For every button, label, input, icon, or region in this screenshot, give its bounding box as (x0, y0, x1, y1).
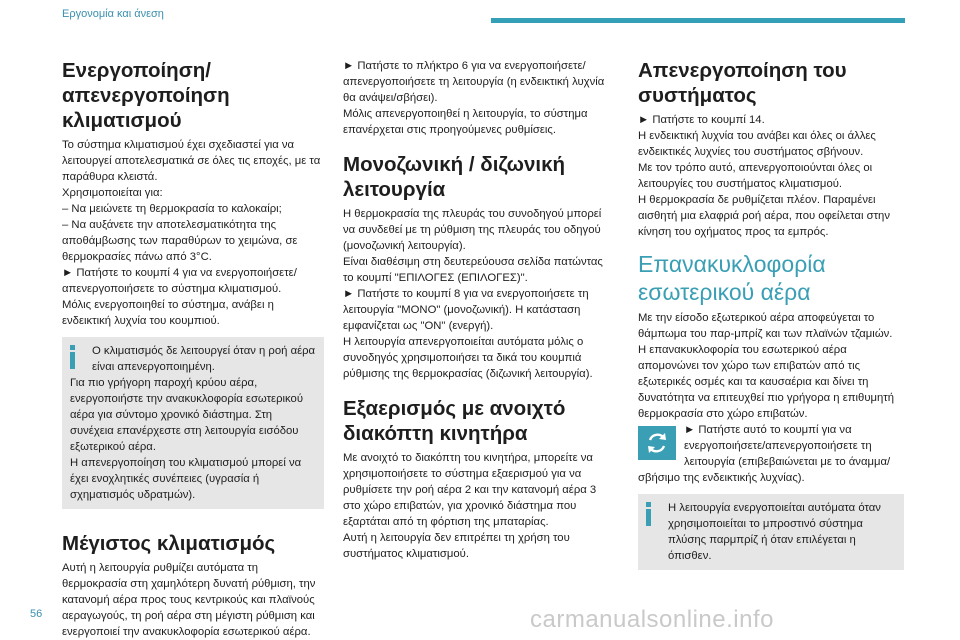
column-2 (343, 58, 605, 562)
mono-p3: ► Πατήστε το κουμπί 8 για να ενεργοποιήσετε τη λειτουργία "MONO" (μονοζωνική). Η κατάσταση εμφανίζεται ως "ON" (ενεργή). (343, 288, 589, 332)
off-p4: Η θερμοκρασία δε ρυθμίζεται πλέον. Παραμένει αισθητή μια ελαφριά ροή αέρα, που οφείλεται στην κίνηση του οχήματος προς τα εμπρός. (638, 194, 890, 238)
mono-p2: Είναι διαθέσιμη στη δευτερεύουσα σελίδα πατώντας το κουμπί "ΕΠΙΛΟΓΕΣ (ΕΠΙΛΟΓΕΣ)". (343, 256, 603, 284)
heading-system-off: Απενεργοποίηση του συστήματος (638, 59, 847, 107)
column-3 (638, 58, 904, 578)
watermark: carmanualsonline.info (530, 606, 774, 633)
heading-ventilation: Εξαερισμός με ανοιχτό διακόπτη κινητήρα (343, 397, 566, 445)
info-icon (646, 502, 651, 526)
mono-p4: Η λειτουργία απενεργοποιείται αυτόματα μόλις ο συνοδηγός χρησιμοποιήσει τα δικά του κουμπιά ρύθμισης της θερμοκρασίας (διζωνική λειτουργία). (343, 336, 593, 380)
recirc-step: ► Πατήστε αυτό το κουμπί για να ενεργοποιήσετε/απενεργοποιήσετε τη λειτουργία (επιβεβαιώνεται με το άναμμα/σβήσιμο της ενδεικτικής λυχνίας). (638, 424, 891, 484)
ac-uses-label: Χρησιμοποιείται για: (62, 187, 163, 199)
note-paragraph-2: Η απενεργοποίηση του κλιματισμού μπορεί να έχει ενοχλητικές συνέπειες (υγρασία ή σχηματισμός υδρατμών). (70, 457, 302, 501)
info-icon (70, 345, 75, 369)
recirc-p1: Με την είσοδο εξωτερικού αέρα αποφεύγεται το θάμπωμα του παρ-μπρίζ και των πλαϊνών τζαμιών. (638, 312, 893, 340)
off-p1: ► Πατήστε το κουμπί 14. (638, 114, 765, 126)
heading-max-ac: Μέγιστος κλιματισμός (62, 532, 276, 555)
header-accent-bar (491, 18, 905, 23)
info-note-recirc (638, 494, 904, 570)
heading-mono-dual: Μονοζωνική / διζωνική λειτουργία (343, 153, 566, 201)
column-1 (62, 58, 324, 640)
ac-intro: Το σύστημα κλιματισμού έχει σχεδιαστεί για να λειτουργεί αποτελεσματικά σε όλες τις εποχές, με τα παράθυρα κλειστά. (62, 139, 321, 183)
vent-p2: Αυτή η λειτουργία δεν επιτρέπει τη χρήση του συστήματος κλιματισμού. (343, 532, 570, 560)
ac-use-1: – Να μειώνετε τη θερμοκρασία το καλοκαίρι; (62, 203, 282, 215)
ac-step: ► Πατήστε το κουμπί 4 για να ενεργοποιήσετε/απενεργοποιήσετε το σύστημα κλιματισμού. (62, 267, 297, 295)
page-number: 56 (30, 608, 43, 620)
recirc-p2: Η επανακυκλοφορία του εσωτερικού αέρα απομονώνει τον χώρο των επιβατών από τις εξωτερικές οσμές και τα καυσαέρια και δίνει τη δυνατότητα να επιτευχθεί πιο γρήγορα η επιθυμητή θερμοκρασία στο χώρο επιβατών. (638, 344, 895, 420)
mono-p1: Η θερμοκρασία της πλευράς του συνοδηγού μπορεί να συνδεθεί με τη ρύθμιση της πλευράς του οδηγού (μονοζωνική λειτουργία). (343, 208, 602, 252)
heading-recirculation: Επανακυκλοφορία εσωτερικού αέρα (638, 251, 826, 305)
max-ac-text: Αυτή η λειτουργία ρυθμίζει αυτόματα τη θερμοκρασία στη χαμηλότερη δυνατή ρύθμιση, την κατανομή αέρα προς τους κεντρικούς και πλαϊνούς αεραγωγούς, τη ροή αέρα στη μέγιστη ρύθμιση και ενεργοποιεί την ανακυκλοφορία εσωτερικού αέρα. (62, 562, 316, 638)
recirc-note: Η λειτουργία ενεργοποιείται αυτόματα όταν χρησιμοποιείται το μπροστινό σύστημα πλύσης παρμπρίζ ή όταν επιλέγεται η όπισθεν. (668, 502, 881, 562)
note-lead: Ο κλιματισμός δε λειτουργεί όταν η ροή αέρα είναι απενεργοποιημένη. (92, 345, 316, 373)
heading-ac-toggle: Ενεργοποίηση/ απενεργοποίηση κλιματισμού (62, 59, 230, 132)
ac-after: Μόλις ενεργοποιηθεί το σύστημα, ανάβει η ενδεικτική λυχνία του κουμπιού. (62, 299, 274, 327)
ac-use-2: – Να αυξάνετε την αποτελεσματικότητα της αποθάμβωσης των παραθύρων το χειμώνα, σε θερμοκρασίες πάνω από 3°C. (62, 219, 298, 263)
vent-p1: Με ανοιχτό το διακόπτη του κινητήρα, μπορείτε να χρησιμοποιήσετε το σύστημα εξαερισμού για να ρυθμίσετε την ροή αέρα 2 και την κατανομή αέρα 3 στο χώρο επιβατών, για χρονικό διάστημα που εξαρτάται από τη φόρτιση της μπαταρίας. (343, 452, 597, 528)
step-6: ► Πατήστε το πλήκτρο 6 για να ενεργοποιήσετε/απενεργοποιήσετε τη λειτουργία (η ενδεικτική λυχνία θα ανάψει/σβήσει). (343, 60, 605, 104)
recirculation-icon (638, 426, 676, 460)
off-p3: Με τον τρόπο αυτό, απενεργοποιούνται όλες οι λειτουργίες του συστήματος κλιματισμού. (638, 162, 873, 190)
step-6-after: Μόλις απενεργοποιηθεί η λειτουργία, το σύστημα επανέρχεται στις προηγούμενες ρυθμίσεις. (343, 108, 588, 136)
section-header: Εργονομία και άνεση (62, 8, 164, 20)
note-paragraph-1: Για πιο γρήγορη παροχή κρύου αέρα, ενεργοποιήστε την ανακυκλοφορία εσωτερικού αέρα για σύντομο χρονικό διάστημα. Στη συνέχεια επανέρχεστε στη λειτουργία εισόδου εξωτερικού αέρα. (70, 377, 304, 453)
off-p2: Η ενδεικτική λυχνία του ανάβει και όλες οι άλλες ενδεικτικές λυχνίες του συστήματος σβήνουν. (638, 130, 876, 158)
info-note (62, 337, 324, 509)
